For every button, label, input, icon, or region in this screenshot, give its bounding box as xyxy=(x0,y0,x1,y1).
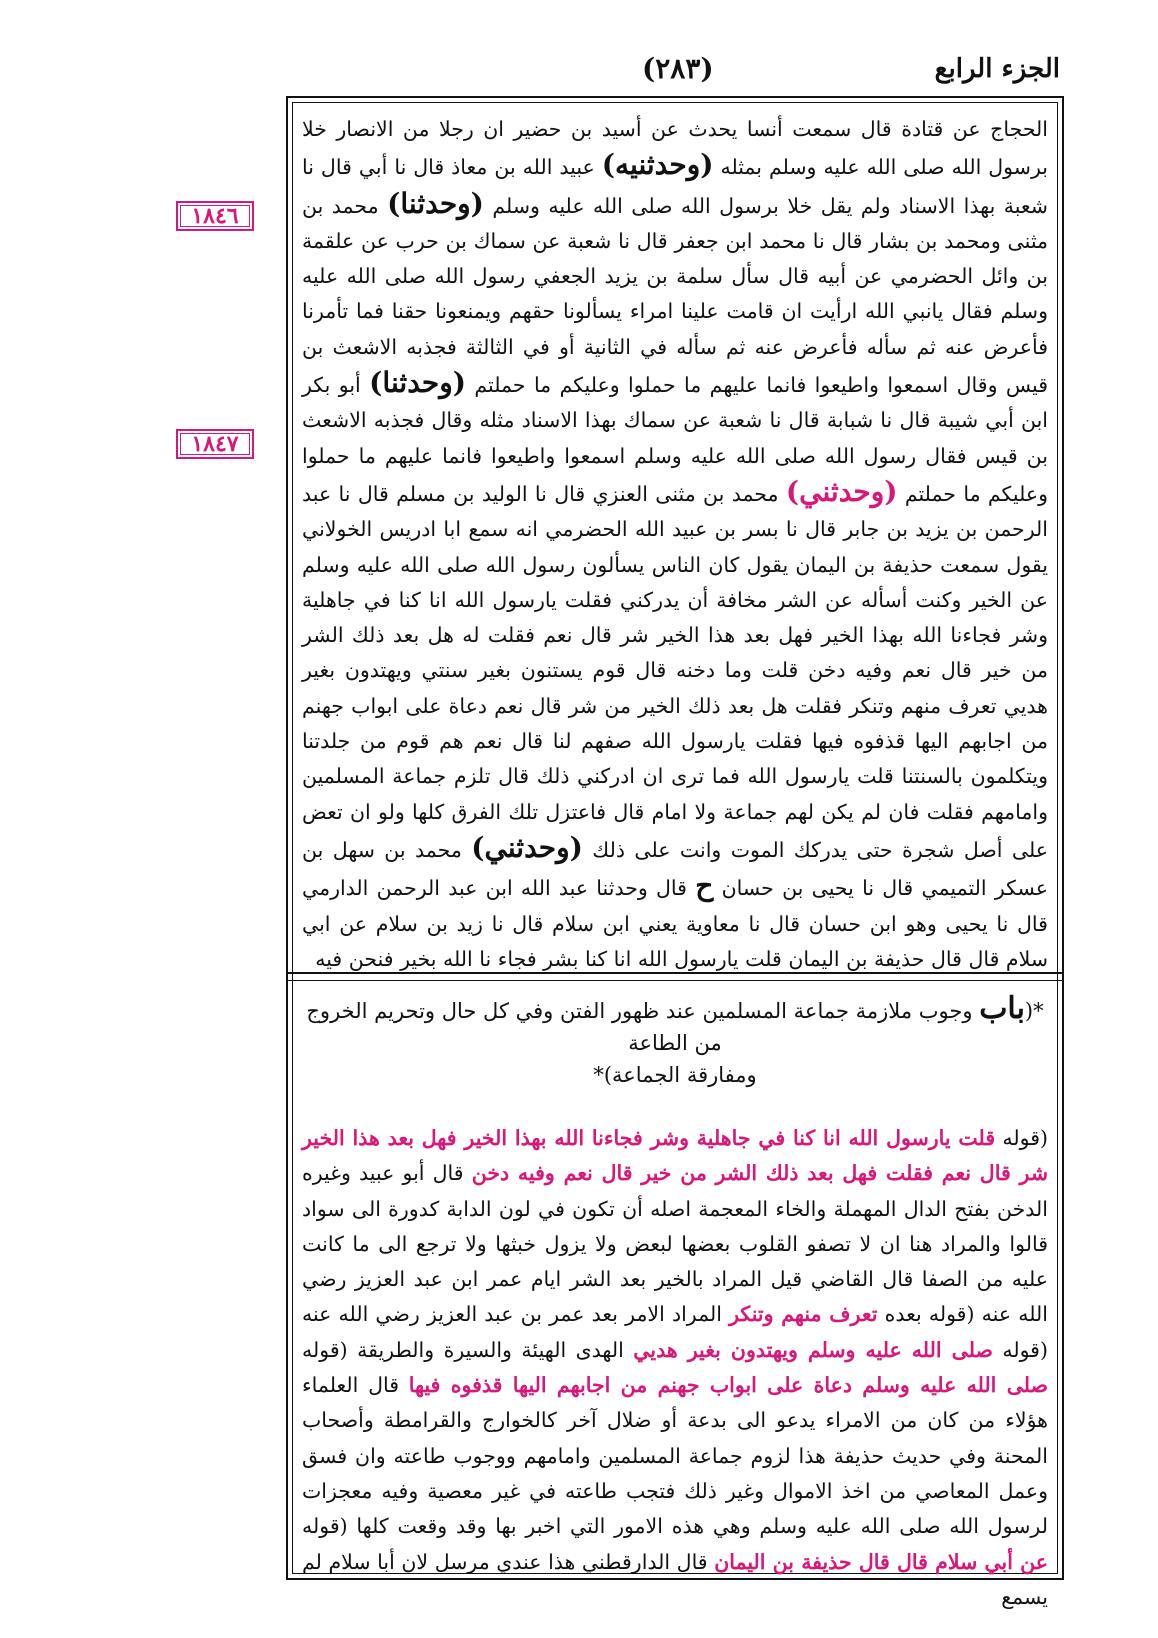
narration-mark-highlight: (وحدثني) xyxy=(785,474,898,508)
hadith-line: محمد بن مثنى ومحمد بن بشار قال نا محمد xyxy=(302,193,1048,253)
commentary-open: (قوله بعده xyxy=(884,1302,975,1327)
hadith-text xyxy=(302,112,1048,971)
commentary-text: المراد الامر بعد عمر بن عبد العزيز رضي الله عنه xyxy=(302,1302,722,1327)
hadith-line: فقال رسول الله صلى الله عليه وسلم اسمعوا واطيعوا فانما عليهم ما حملوا وعليكم ما حملتم xyxy=(302,443,1048,506)
commentary-quote: عن أبي سلام قال قال حذيفة بن اليمان xyxy=(714,1549,1048,1574)
commentary-body xyxy=(302,1121,1048,1615)
commentary-quote: قلت يارسول الله انا كنا في جاهلية وشر فجاءنا الله بهذا الخير فهل بعد هذا الخير شر قال نعم فقلت فهل بعد ذلك الشر من خير قال نعم وفيه دخن xyxy=(302,1126,1048,1186)
frame-divider xyxy=(288,972,1062,981)
hadith-line: سلام عن ابي سلام قال قال حذيفة بن اليمان قلت يارسول الله انا كنا بشر فجاء نا الله بخير فنحن فيه xyxy=(302,911,1048,971)
hadith-line: ابن أبي شيبة قال نا شبابة قال نا شعبة عن سماك بهذا الاسناد مثله وقال فجذبه الاشعث بن قيس xyxy=(302,408,1048,468)
hadith-line: عبيد الله بن معاذ قال نا أبي قال نا شعبة بهذا الاسناد xyxy=(302,155,1048,218)
hadith-line: فاعتزل تلك الفرق كلها ولو ان تعض على أصل شجرة حتى يدركك الموت وانت على ذلك xyxy=(302,799,1048,862)
running-header xyxy=(300,52,1060,92)
chapter-prefix: *( xyxy=(1024,999,1044,1023)
hadith-line: انا كنا في جاهلية وشر فجاءنا الله بهذا الخير فهل بعد هذا الخير شر قال نعم فقلت له هل بعد ذلك الشر xyxy=(302,587,1048,648)
hadith-number-1846: ١٨٤٦ xyxy=(176,201,254,231)
commentary-quote: صلى الله عليه وسلم دعاة على ابواب جهنم من اجابهم اليها قذفوه فيها xyxy=(408,1373,1048,1398)
commentary-open: (قوله xyxy=(302,1514,348,1539)
page-frame xyxy=(286,96,1064,1609)
commentary-open: (قوله xyxy=(1002,1126,1048,1150)
hadith-line: أبو بكر xyxy=(302,373,361,398)
commentary-section xyxy=(302,991,1048,1609)
commentary-quote: تعرف منهم وتنكر xyxy=(729,1302,878,1327)
chapter-title-line2: ومفارقة الجماعة)* xyxy=(593,1063,757,1087)
narration-mark: (وحدثني) xyxy=(471,830,583,864)
hadith-line: ابن عبد الرحمن الدارمي قال نا يحيى وهو ابن حسان قال نا معاوية يعني ابن سلام قال نا زيد بن xyxy=(302,876,1048,936)
hadith-number-1847: ١٨٤٧ xyxy=(176,429,254,459)
hadith-line: رسول الله صلى الله عليه وسلم عن الخير وكنت أسأله عن الشر مخافة أن يدركني فقلت يارسول الله xyxy=(302,552,1048,612)
commentary-text: قال العلماء هؤلاء من كان من الامراء يدعو الى بدعة أو ضلال آخر كالخوارج والقرامطة وأصحاب المحنة وفي حديث حذيفة هذا لزوم جماعة المسلمين وامامهم ووجوب طاعته وان فسق وعمل المعاصي من اخذ الاموال وغير ذلك فتجب طاعته في غير معصية وفيه معجزات لرسول الله صلى الله عليه وسلم وهي هذه الامور التي اخبر بها وقد وقعت كلها xyxy=(302,1373,1048,1539)
tahwil-mark: ح xyxy=(695,869,714,903)
hadith-line: ولم يقل خلا برسول الله صلى الله عليه وسلم xyxy=(492,193,891,218)
chapter-heading xyxy=(302,993,1048,1091)
page-number: (٢٨٣) xyxy=(642,52,714,85)
hadith-line: محمد بن مثنى العنزي قال نا الوليد بن مسلم قال نا عبد الرحمن بن يزيد بن جابر قال نا بسر بن عبيد الله xyxy=(302,481,1048,542)
hadith-line: الحضرمي انه سمع ابا ادريس الخولاني يقول سمعت حذيفة بن اليمان يقول كان الناس يسألون xyxy=(302,517,1048,577)
narration-mark: (وحدثنيه) xyxy=(601,148,714,182)
hadith-line: الاشعث بن قيس وقال اسمعوا واطيعوا فانما عليهم ما حملوا وعليكم ما حملتم xyxy=(302,334,1048,398)
commentary-text: قال الدارقطني هذا عندي مرسل لان أبا سلام لم يسمع xyxy=(302,1549,1048,1609)
hadith-line: من خير قال نعم وفيه دخن قلت وما دخنه قال قوم يستنون بغير سنتي ويهتدون بغير هديي تعرف xyxy=(302,658,1048,718)
commentary-quote: صلى الله عليه وسلم ويهتدون بغير هديي xyxy=(633,1337,993,1362)
hadith-line: محمد بن سهل بن عسكر التميمي قال نا يحيى بن حسان xyxy=(302,837,1048,901)
chapter-title-line1: وجوب ملازمة جماعة المسلمين عند ظهور الفتن وفي كل حال وتحريم الخروج من الطاعة xyxy=(306,999,973,1055)
hadith-line: ويمنعونا حقنا فما تأمرنا فأعرض عنه ثم سأله فأعرض عنه ثم سأله في الثانية أو في الثالثة فجذبه xyxy=(302,299,1048,359)
chapter-bab: باب xyxy=(979,991,1025,1026)
hadith-line: فما ترى ان ادركني ذلك قال تلزم جماعة المسلمين وامامهم فقلت فان لم يكن لهم جماعة ولا امام قال xyxy=(302,764,1048,824)
hadith-line: الحجاج عن قتادة قال سمعت أنسا يحدث عن أسيد بن حضير ان رجلا من الانصار خلا برسول الله xyxy=(302,117,1048,180)
commentary-text: قال أبو عبيد وغيره الدخن بفتح الدال المهملة والخاء المعجمة اصله أن تكون في لون الدابة كدورة الى سواد قالوا والمراد هنا ان لا تصفو القلوب بعضها لبعض ولا يزول خبثها ولا ترجع الى ما كانت عليه من الصفا قال القاضي قيل المراد بالخير بعد الشر ايام عمر ابن عبد العزيز رضي الله عنه xyxy=(302,1161,1048,1327)
hadith-line: منهم وتنكر فقلت هل بعد ذلك الخير من شر قال نعم دعاة على ابواب جهنم من اجابهم اليها قذفوه xyxy=(302,693,1048,754)
hadith-line: صلى الله عليه وسلم بمثله xyxy=(720,155,945,180)
hadith-line: فيها فقلت يارسول الله صفهم لنا قال نعم هم قوم من جلدتنا ويتكلمون بالسنتنا قلت يارسول الله xyxy=(302,729,1048,789)
hadith-line: ابن جعفر قال نا شعبة عن سماك بن حرب عن علقمة بن وائل الحضرمي عن أبيه قال سأل سلمة بن xyxy=(302,228,1048,289)
hadith-line: يزيد الجعفي رسول الله صلى الله عليه وسلم فقال يانبي الله ارأيت ان قامت علينا امراء يسألونا حقهم xyxy=(302,264,1048,324)
part-title: الجزء الرابع xyxy=(934,54,1060,84)
commentary-open: (قوله xyxy=(302,1337,348,1362)
commentary-text: الهدى الهيئة والسيرة والطريقة xyxy=(357,1337,624,1362)
narration-mark: (وحدثنا) xyxy=(369,366,466,400)
commentary-open: (قوله xyxy=(1002,1337,1048,1362)
hadith-line: قال وحدثنا عبد الله xyxy=(520,876,687,901)
narration-mark: (وحدثنا) xyxy=(387,186,484,220)
